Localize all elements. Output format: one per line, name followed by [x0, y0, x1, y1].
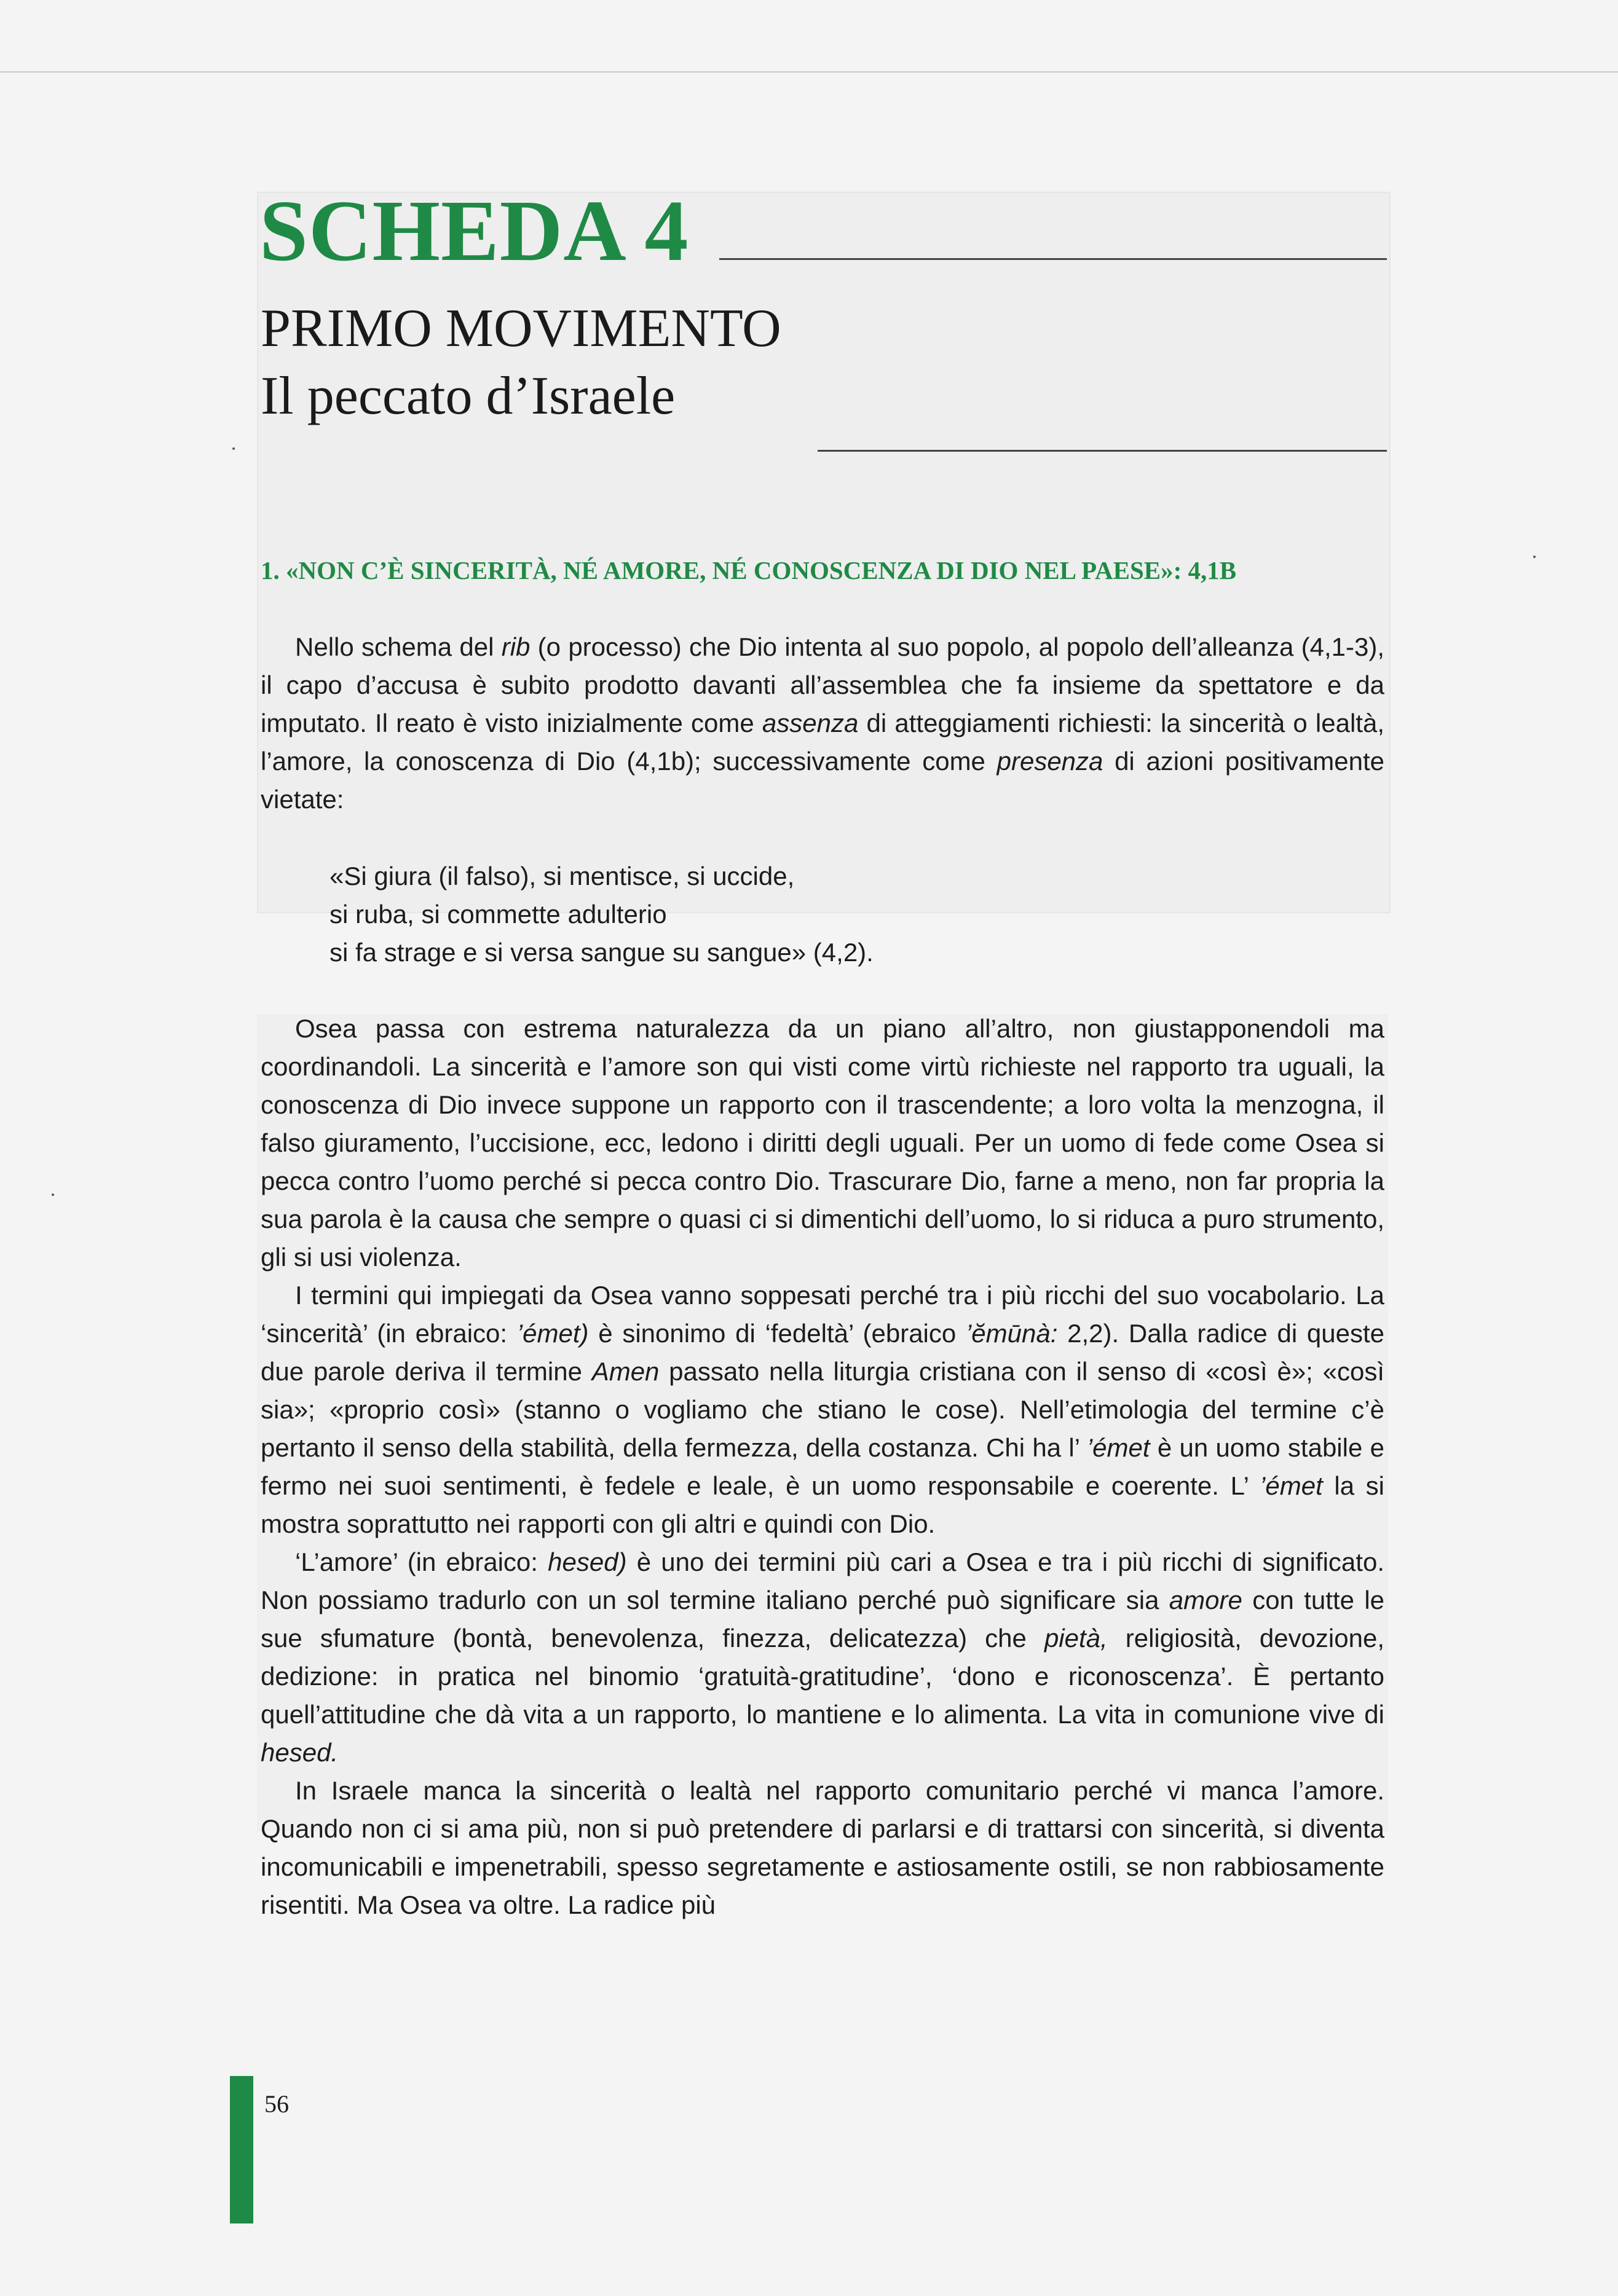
italic-term: pietà,: [1044, 1624, 1108, 1653]
paragraph-4: ‘L’amore’ (in ebraico: hesed) è uno dei termini più cari a Osea e tra i più ricchi di significato. Non possiamo tradurlo con un sol termine italiano perché può significare sia amore con tutte le sue sfumature (bontà, benevolenza, finezza, delicatezza) che pietà, religiosità, devozione, dedizione: in pratica nel binomio ‘gratuità-gratitudine’, ‘dono e riconoscenza’. È pertanto quell’attitudine che dà vita a un rapporto, lo mantiene e lo alimenta. La vita in comunione vive di hesed.: [261, 1547, 1385, 1767]
paragraph-5: In Israele manca la sincerità o lealtà nel rapporto comunitario perché vi manca l’amore. Quando non ci si ama più, non si può pretendere di parlarsi e di trattarsi con sincerità, si diventa incomunicabili e impenetrabili, spesso segretamente e astiosamente ostili, se non rabbiosamente risentiti. Ma Osea va oltre. La radice più: [261, 1776, 1384, 1919]
page-number-bar: [230, 2076, 253, 2223]
italic-term: ’émet): [516, 1319, 589, 1348]
quote-line: si fa strage e si versa sangue su sangue» (4,2).: [330, 938, 874, 967]
italic-term: ’émet: [1260, 1471, 1323, 1500]
scan-speck: [1533, 556, 1536, 558]
quote-line: si ruba, si commette adulterio: [330, 900, 667, 929]
italic-term: amore: [1169, 1586, 1242, 1614]
main-text-block: [261, 1010, 1384, 1924]
topic-rule: [818, 450, 1387, 452]
scripture-quote: [330, 857, 874, 972]
paragraph-1: Nello schema del rib (o processo) che Dio intenta al suo popolo, al popolo dell’alleanza (4,1-3), il capo d’accusa è subito prodotto davanti all’assemblea che fa insieme da spettatore e da imputato. Il reato è visto inizialmente come assenza di atteggiamenti richiesti: la sincerità o lealtà, l’amore, la conoscenza di Dio (4,1b); successivamente come presenza di azioni positivamente vietate:: [261, 632, 1385, 814]
paragraph-3: I termini qui impiegati da Osea vanno soppesati perché tra i più ricchi del suo vocabolario. La ‘sincerità’ (in ebraico: ’émet) è sinonimo di ‘fedeltà’ (ebraico ’ĕmūnà: 2,2). Dalla radice di queste due parole deriva il termine Amen passato nella liturgia cristiana con il senso di «così è»; «così sia»; «proprio così» (stanno o vogliamo che stiano le cose). Nell’etimologia del termine c’è pertanto il senso della stabilità, della fermezza, della costanza. Chi ha l’ ’émet è un uomo stabile e fermo nei suoi sentimenti, è fedele e leale, è un uomo responsabile e coerente. L’ ’émet la si mostra soprattutto nei rapporti con gli altri e quindi con Dio.: [261, 1281, 1385, 1538]
italic-term: Amen: [591, 1357, 660, 1386]
section-heading: 1. «NON C’È SINCERITÀ, NÉ AMORE, NÉ CONOSCENZA DI DIO NEL PAESE»: 4,1B: [261, 556, 1237, 584]
italic-term: hesed): [548, 1547, 627, 1576]
italic-term: assenza: [762, 709, 859, 737]
scan-edge-rule: [0, 71, 1618, 73]
intro-block: [261, 628, 1384, 819]
italic-term: ’émet: [1086, 1433, 1150, 1462]
italic-term: hesed.: [261, 1738, 339, 1767]
quote-line: «Si giura (il falso), si mentisce, si uccide,: [330, 862, 795, 890]
scan-speck: [52, 1193, 54, 1196]
movement-title: PRIMO MOVIMENTO: [261, 299, 781, 358]
italic-term: presenza: [996, 747, 1103, 776]
paragraph-2: Osea passa con estrema naturalezza da un piano all’altro, non giustapponendoli ma coordinandoli. La sincerità e l’amore son qui visti come virtù richieste nel rapporto tra uguali, la conoscenza di Dio invece suppone un rapporto con il trascendente; a loro volta la menzogna, il falso giuramento, l’uccisione, ecc, ledono i diritti degli uguali. Per un uomo di fede come Osea si pecca contro l’uomo perché si pecca contro Dio. Trascurare Dio, farne a meno, non far propria la sua parola è la causa che sempre o quasi ci si dimentichi dell’uomo, lo si riduca a puro strumento, gli si usi violenza.: [261, 1014, 1384, 1272]
topic-title: Il peccato d’Israele: [261, 366, 676, 426]
scan-speck: [232, 447, 235, 450]
scheda-title: SCHEDA 4: [259, 182, 689, 279]
italic-term: ’ĕmūnà:: [965, 1319, 1058, 1348]
italic-term: rib: [501, 632, 531, 661]
title-rule: [719, 258, 1387, 260]
page-number: 56: [264, 2090, 289, 2118]
